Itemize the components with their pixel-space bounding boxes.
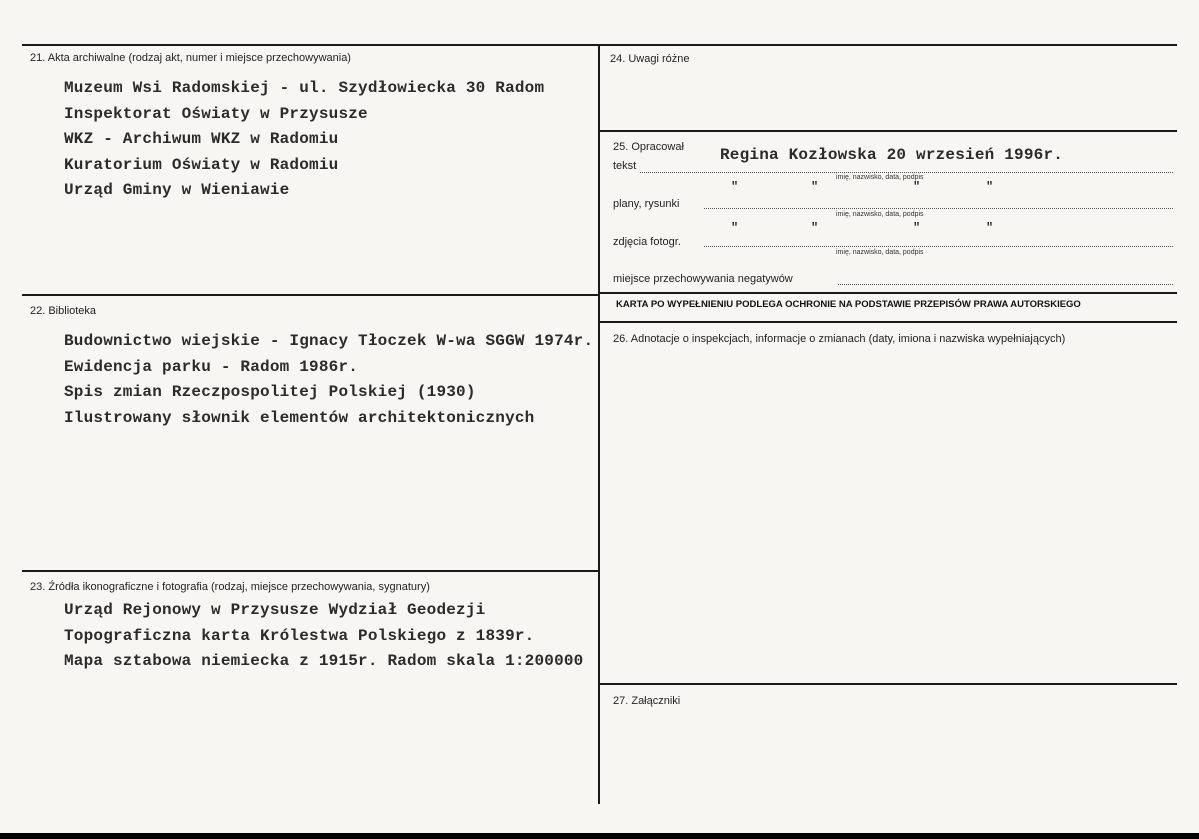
entry-line: Ilustrowany słownik elementów architektonicznych [64,408,535,427]
plany-hint: imię, nazwisko, data, podpis [836,211,924,218]
ditto-mark: " [986,180,994,194]
tekst-value: Regina Kozłowska 20 wrzesień 1996r. [720,146,1064,164]
section-22-label: 22. Biblioteka [30,305,97,317]
plany-label: plany, rysunki [613,198,680,210]
entry-line: WKZ - Archiwum WKZ w Radomiu [64,130,339,148]
zdjecia-hint: imię, nazwisko, data, podpis [836,249,924,256]
entry-line: Budownictwo wiejskie - Ignacy Tłoczek W-wa SGGW 1974r. [64,332,594,350]
divider-26-27 [599,683,1177,685]
entry-line: Urząd Gminy w Wieniawie [64,181,290,199]
plany-dotted-line [704,208,1173,209]
ditto-mark: " [811,221,819,235]
negatywy-label: miejsce przechowywania negatywów [613,273,793,285]
tekst-dotted-line [640,172,1173,173]
zdjecia-label: zdjęcia fotogr. [613,236,681,248]
ditto-mark: " [913,180,921,194]
center-divider [598,44,600,804]
section-27-label: 27. Załączniki [613,695,681,707]
ditto-mark: " [986,221,994,235]
entry-line: Topograficzna karta Królestwa Polskiego z 1839r. [64,626,535,645]
ditto-mark: " [811,180,819,194]
section-21-entries [64,76,544,204]
entry-line: Urząd Rejonowy w Przysusze Wydział Geodezji [64,601,486,619]
ditto-mark: " [731,221,739,235]
entry-line: Inspektorat Oświaty w Przysusze [64,104,368,123]
copyright-notice: KARTA PO WYPEŁNIENIU PODLEGA OCHRONIE NA PODSTAWIE PRZEPISÓW PRAWA AUTORSKIEGO [616,299,1081,310]
divider-21-22 [22,294,599,296]
divider-22-23 [22,570,599,572]
entry-line: Kuratorium Oświaty w Radomiu [64,155,339,174]
scan-edge [0,833,1199,839]
section-26-label: 26. Adnotacje o inspekcjach, informacje o zmianach (daty, imiona i nazwiska wypełniających) [613,333,1066,345]
tekst-label: tekst [613,160,637,172]
section-23-entries [64,598,583,675]
entry-line: Mapa sztabowa niemiecka z 1915r. Radom skala 1:200000 [64,652,584,670]
section-21-label: 21. Akta archiwalne (rodzaj akt, numer i miejsce przechowywania) [30,52,351,64]
ditto-mark: " [913,221,921,235]
entry-line: Muzeum Wsi Radomskiej - ul. Szydłowiecka 30 Radom [64,79,545,97]
negatywy-dotted-line [838,284,1173,285]
entry-line: Ewidencja parku - Radom 1986r. [64,357,359,376]
entry-line: Spis zmian Rzeczpospolitej Polskiej (1930) [64,383,476,401]
section-22-entries [64,329,593,431]
divider-25-notice [599,292,1177,294]
section-24-label: 24. Uwagi różne [610,53,690,65]
zdjecia-dotted-line [704,246,1173,247]
ditto-mark: " [731,180,739,194]
section-25-label: 25. Opracował [613,141,684,153]
divider-notice-26 [599,321,1177,323]
tekst-hint: imię, nazwisko, data, podpis [836,174,924,181]
divider-24-25 [599,130,1177,132]
section-23-label: 23. Źródła ikonograficzne i fotografia (rodzaj, miejsce przechowywania, sygnatury) [30,581,430,593]
